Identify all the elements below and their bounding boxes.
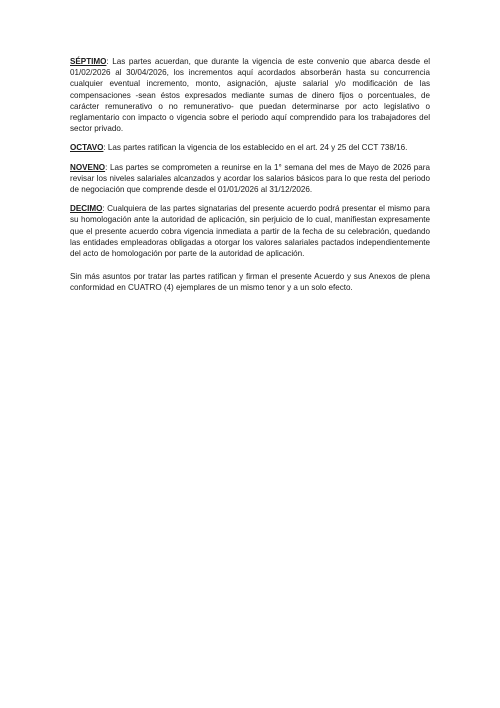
clause-octavo: OCTAVO: Las partes ratifican la vigencia de los establecido en el art. 24 y 25 del CCT 738/16. — [70, 143, 408, 153]
clause-septimo: SÉPTIMO: Las partes acuerdan, que durante la vigencia de este convenio que abarca desde el 01/02/2026 al 30/04/2026, los incrementos aquí acordados absorberán hasta su concurrencia cualquier eventual incremento, monto, asignación, ajuste salarial y/o modificación de las compensaciones -sean éstos expresados mediante sumas de dinero fijos o porcentuales, de carácter remunerativo o no remunerativo- que puedan determinarse por acto legislativo o reglamentario con impacto o vigencia sobre el periodo aquí comprendido para los trabajadores del sector privado. — [70, 57, 431, 134]
clause-noveno: NOVENO: Las partes se comprometen a reunirse en la 1° semana del mes de Mayo de 2026 para revisar los niveles salariales alcanzados y acordar los salarios básicos para lo que resta del periodo de negociación que comprende desde el 01/01/2026 al 31/12/2026. — [70, 162, 430, 195]
clause-title: DECIMO — [70, 204, 103, 214]
clause-decimo: DECIMO: Cualquiera de las partes signatarias del presente acuerdo podrá presentar el mismo para su homologación ante la autoridad de aplicación, sin perjuicio de lo cual, manifiestan expresamente que el presente acuerdo cobra vigencia inmediata a partir de la fecha de su celebración, quedando las entidades empleadoras obligadas a otorgar los valores salariales pactados independientemente del acto de homologación por parte de la autoridad de aplicación. — [70, 204, 430, 259]
clause-title: NOVENO — [70, 162, 106, 172]
clause-text: Las partes acuerdan, que durante la vigencia de este convenio que abarca desde el 01/02/2026 al 30/04/2026, los incrementos aquí acordados absorberán hasta su concurrencia cualquier eventual incremento, monto, asignación, ajuste salarial y/o modificación de las compensaciones -sean éstos expresados mediante sumas de dinero fijos o porcentuales, de carácter remunerativo o no remunerativo- que puedan determinarse por acto legislativo o reglamentario con impacto o vigencia sobre el periodo aquí comprendido para los trabajadores del sector privado. — [70, 57, 431, 134]
document-page — [70, 56, 430, 294]
clause-title: SÉPTIMO — [70, 57, 107, 66]
clause-text: Cualquiera de las partes signatarias del presente acuerdo podrá presentar el mismo para su homologación ante la autoridad de aplicación, sin perjuicio de lo cual, manifiestan expresamente que el presente acuerdo cobra vigencia inmediata a partir de la fecha de su celebración, quedando las entidades empleadoras obligadas a otorgar los valores salariales pactados independientemente del acto de homologación por parte de la autoridad de aplicación. — [70, 204, 430, 259]
clause-text: Las partes ratifican la vigencia de los establecido en el art. 24 y 25 del CCT 738/16. — [107, 143, 408, 153]
clause-title: OCTAVO — [70, 143, 104, 153]
clause-text: Las partes se comprometen a reunirse en la 1° semana del mes de Mayo de 2026 para revisar los niveles salariales alcanzados y acordar los salarios básicos para lo que resta del periodo de negociación que comprende desde el 01/01/2026 al 31/12/2026. — [70, 162, 430, 195]
closing-paragraph: Sin más asuntos por tratar las partes ratifican y firman el presente Acuerdo y sus Anexos de plena conformidad en CUATRO (4) ejemplares de un mismo tenor y a un solo efecto. — [70, 272, 430, 293]
